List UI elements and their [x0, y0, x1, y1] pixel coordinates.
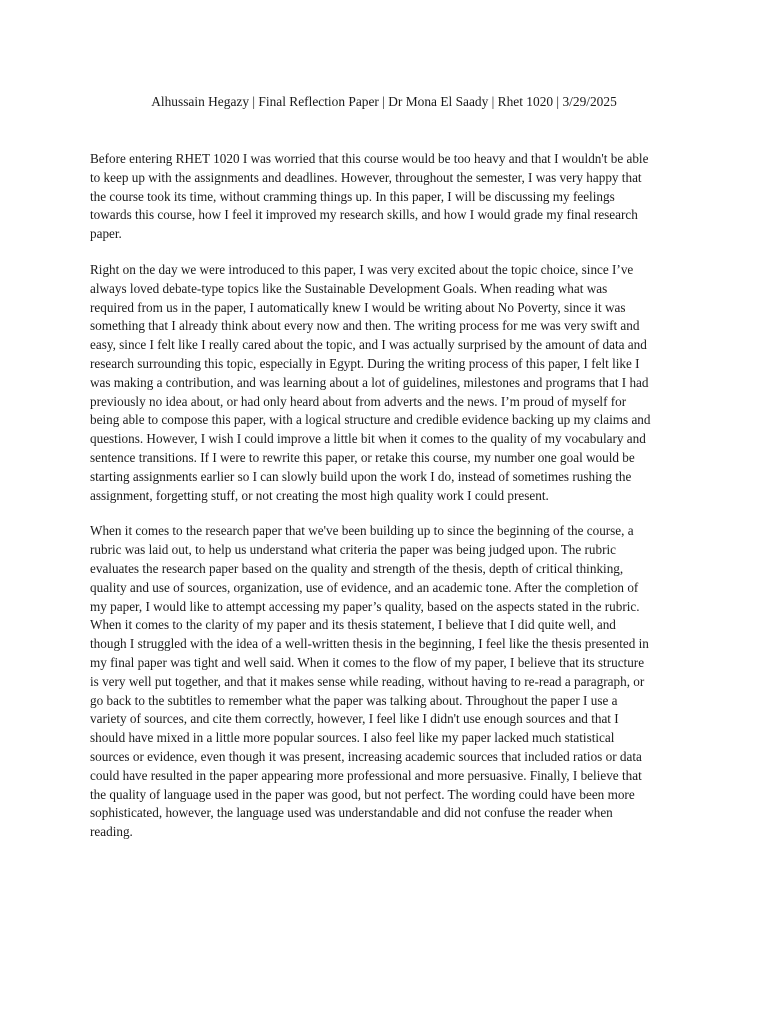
- document-header: Alhussain Hegazy | Final Reflection Paper | Dr Mona El Saady | Rhet 1020 | 3/29/2025: [151, 94, 617, 109]
- text-line: quality and use of sources, organization, use of evidence, and an academic tone. After the completion of: [90, 579, 639, 595]
- text-line: evaluates the research paper based on the quality and strength of the thesis, depth of critical thinking,: [90, 560, 624, 576]
- text-line: research surrounding this topic, especially in Egypt. During the writing process of this paper, I felt like I: [90, 355, 640, 371]
- text-line: was making a contribution, and was learning about a lot of guidelines, milestones and programs that I had: [90, 374, 649, 390]
- text-line: reading.: [90, 824, 133, 840]
- text-line: is very well put together, and that it makes sense while reading, without having to re-read a paragraph, or: [90, 673, 645, 689]
- text-line: my paper, I would like to attempt accessing my paper’s quality, based on the aspects stated in the rubric.: [90, 598, 640, 614]
- text-line: sources or evidence, even though it was present, increasing academic sources that included ratios or data: [90, 748, 642, 764]
- text-line: to keep up with the assignments and deadlines. However, throughout the semester, I was very happy that: [90, 169, 642, 185]
- text-line: variety of sources, and cite them correctly, however, I feel like I didn't use enough sources and that I: [90, 711, 619, 727]
- text-line: previously no idea about, or had only heard about from adverts and the news. I’m proud of myself for: [90, 393, 627, 409]
- text-line: could have resulted in the paper appearing more professional and more persuasive. Finally, I believe that: [90, 767, 642, 783]
- text-line: Before entering RHET 1020 I was worried that this course would be too heavy and that I wouldn't be able: [90, 151, 649, 166]
- text-line: the course took its time, without cramming things up. In this paper, I will be discussing my feelings: [90, 188, 615, 204]
- text-line: sentence transitions. If I were to rewrite this paper, or retake this course, my number one goal would be: [90, 449, 635, 465]
- paragraph-intro: [90, 150, 682, 244]
- text-line: paper.: [90, 226, 122, 242]
- text-line: always loved debate-type topics like the Sustainable Development Goals. When reading what was: [90, 280, 608, 296]
- text-line: rubric was laid out, to help us understand what criteria the paper was being judged upon. The rubric: [90, 542, 617, 558]
- text-line: my final paper was tight and well said. When it comes to the flow of my paper, I believe that its structure: [90, 654, 645, 670]
- text-line: though I struggled with the idea of a well-written thesis in the beginning, I feel like the thesis presented in: [90, 636, 649, 652]
- text-line: When it comes to the research paper that we've been building up to since the beginning of the course, a: [90, 523, 634, 539]
- text-line: required from us in the paper, I automatically knew I would be writing about No Poverty, since it was: [90, 299, 626, 315]
- text-line: being able to compose this paper, with a logical structure and credible evidence backing up my claims and: [90, 412, 651, 428]
- text-line: towards this course, how I feel it improved my research skills, and how I would grade my final research: [90, 207, 638, 223]
- text-line: something that I already think about every now and then. The writing process for me was very swift and: [90, 318, 640, 334]
- paragraph-rubric-evaluation: [90, 522, 682, 842]
- text-line: questions. However, I wish I could improve a little bit when it comes to the quality of my vocabulary and: [90, 431, 646, 447]
- paragraph-writing-process: [90, 261, 682, 505]
- text-line: easy, since I felt like I really cared about the topic, and I was actually surprised by the amount of data and: [90, 337, 647, 353]
- text-line: starting assignments earlier so I can slowly build upon the work I do, instead of sometimes rushing the: [90, 468, 632, 484]
- document-body: [90, 150, 682, 859]
- text-line: sophisticated, however, the language used was understandable and did not confuse the reader when: [90, 805, 613, 821]
- text-line: When it comes to the clarity of my paper and its thesis statement, I believe that I did quite well, and: [90, 617, 616, 633]
- text-line: assignment, forgetting stuff, or not creating the most high quality work I could present.: [90, 487, 549, 503]
- text-line: Right on the day we were introduced to this paper, I was very excited about the topic choice, since I’ve: [90, 261, 634, 277]
- text-line: should have mixed in a little more popular sources. I also feel like my paper lacked much statistical: [90, 730, 615, 746]
- text-line: go back to the subtitles to remember what the paper was talking about. Throughout the paper I use a: [90, 692, 618, 708]
- text-line: the quality of language used in the paper was good, but not perfect. The wording could have been more: [90, 786, 635, 802]
